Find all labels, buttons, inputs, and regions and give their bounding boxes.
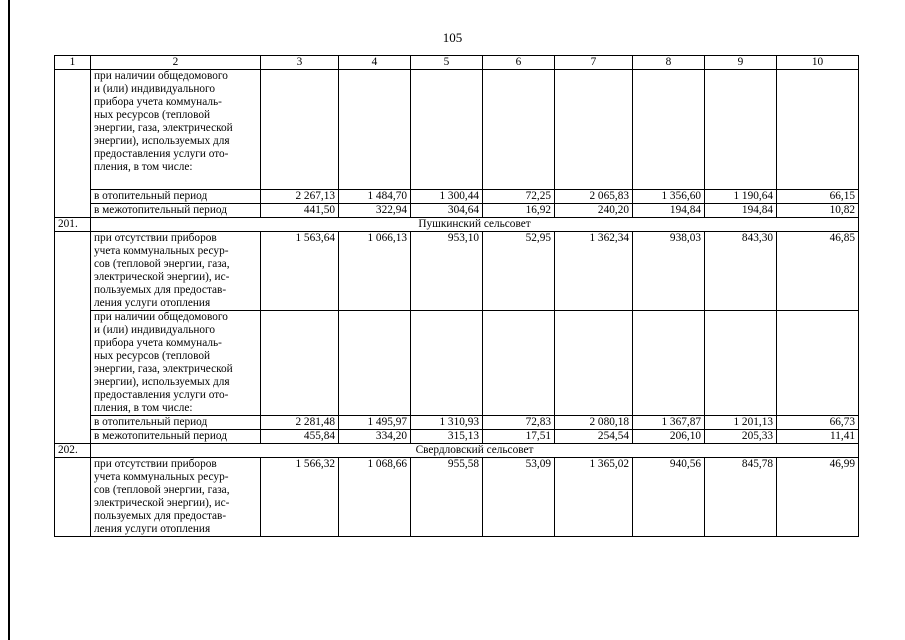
value-cell: 845,78 [705, 458, 777, 537]
value-cell: 206,10 [633, 430, 705, 444]
table-row [55, 204, 859, 218]
header-cell: 4 [339, 56, 411, 70]
value-cell: 205,33 [705, 430, 777, 444]
section-title: Свердловский сельсовет [91, 444, 859, 458]
table-row [55, 311, 859, 416]
header-cell: 9 [705, 56, 777, 70]
page-number: 105 [442, 30, 463, 45]
header-cell: 2 [91, 56, 261, 70]
value-cell: 938,03 [633, 232, 705, 311]
value-cell: 1 365,02 [555, 458, 633, 537]
value-cell: 304,64 [411, 204, 483, 218]
value-cell: 315,13 [411, 430, 483, 444]
header-cell: 10 [777, 56, 859, 70]
header-cell: 6 [483, 56, 555, 70]
description-line: предоставления услуги ото- [94, 148, 229, 160]
value-cell: 322,94 [339, 204, 411, 218]
description-line: пользуемых для предостав- [94, 510, 227, 522]
section-row [55, 444, 859, 458]
value-cell: 1 190,64 [705, 190, 777, 204]
description-line: ных ресурсов (тепловой [94, 109, 211, 121]
description-line: при отсутствии приборов [94, 232, 217, 244]
empty-cell [555, 311, 633, 416]
value-cell: 194,84 [705, 204, 777, 218]
value-cell: 1 300,44 [411, 190, 483, 204]
description-line: энергии), используемых для [94, 376, 230, 388]
value-cell: 66,15 [777, 190, 859, 204]
table-row [55, 232, 859, 311]
description-line: и (или) индивидуального [94, 83, 216, 95]
empty-cell [777, 70, 859, 190]
value-cell: 72,25 [483, 190, 555, 204]
section-index: 202. [55, 444, 91, 458]
empty-cell [633, 311, 705, 416]
section-index: 201. [55, 218, 91, 232]
header-cell: 7 [555, 56, 633, 70]
period-label: в отопительный период [91, 190, 261, 204]
period-label: в отопительный период [91, 416, 261, 430]
description-line: предоставления услуги ото- [94, 389, 229, 401]
value-cell: 240,20 [555, 204, 633, 218]
empty-cell [261, 311, 339, 416]
value-cell: 254,54 [555, 430, 633, 444]
value-cell: 455,84 [261, 430, 339, 444]
table-row [55, 190, 859, 204]
description-line: энергии), используемых для [94, 135, 230, 147]
value-cell: 2 080,18 [555, 416, 633, 430]
value-cell: 1 310,93 [411, 416, 483, 430]
header-cell: 8 [633, 56, 705, 70]
value-cell: 953,10 [411, 232, 483, 311]
period-label: в межотопительный период [91, 430, 261, 444]
value-cell: 10,82 [777, 204, 859, 218]
value-cell: 46,85 [777, 232, 859, 311]
description-line: ления услуги отопления [94, 523, 211, 535]
empty-cell [483, 311, 555, 416]
value-cell: 194,84 [633, 204, 705, 218]
description-line: энергии, газа, электрической [94, 363, 233, 375]
value-cell: 1 356,60 [633, 190, 705, 204]
description-line: электрической энергии), ис- [94, 271, 230, 283]
value-cell: 1 484,70 [339, 190, 411, 204]
value-cell: 1 566,32 [261, 458, 339, 537]
description-line: и (или) индивидуального [94, 324, 216, 336]
value-cell: 17,51 [483, 430, 555, 444]
description-line: электрической энергии), ис- [94, 497, 230, 509]
value-cell: 1 367,87 [633, 416, 705, 430]
section-row [55, 218, 859, 232]
tariff-table [54, 55, 859, 537]
description-line: ных ресурсов (тепловой [94, 350, 211, 362]
description-line: учета коммунальных ресур- [94, 471, 229, 483]
header-row [55, 56, 859, 70]
value-cell: 843,30 [705, 232, 777, 311]
description-line: пления, в том числе: [94, 161, 193, 173]
empty-cell [261, 70, 339, 190]
description-line: прибора учета коммуналь- [94, 96, 222, 108]
empty-cell [705, 70, 777, 190]
description-line: при наличии общедомового [94, 70, 228, 82]
empty-cell [411, 70, 483, 190]
header-cell: 5 [411, 56, 483, 70]
value-cell: 16,92 [483, 204, 555, 218]
description-line: энергии, газа, электрической [94, 122, 233, 134]
empty-cell [777, 311, 859, 416]
table-row [55, 430, 859, 444]
value-cell: 66,73 [777, 416, 859, 430]
description-line: учета коммунальных ресур- [94, 245, 229, 257]
index-cell [55, 458, 91, 537]
value-cell: 11,41 [777, 430, 859, 444]
value-cell: 52,95 [483, 232, 555, 311]
description-cell [91, 311, 261, 416]
empty-cell [633, 70, 705, 190]
index-cell [55, 232, 91, 444]
value-cell: 955,58 [411, 458, 483, 537]
index-cell [55, 70, 91, 218]
value-cell: 940,56 [633, 458, 705, 537]
description-line: ления услуги отопления [94, 297, 211, 309]
description-line: при наличии общедомового [94, 311, 228, 323]
description-cell [91, 458, 261, 537]
period-label: в межотопительный период [91, 204, 261, 218]
description-line: сов (тепловой энергии, газа, [94, 258, 230, 270]
value-cell: 441,50 [261, 204, 339, 218]
value-cell: 1 066,13 [339, 232, 411, 311]
value-cell: 1 201,13 [705, 416, 777, 430]
value-cell: 1 068,66 [339, 458, 411, 537]
description-cell [91, 70, 261, 190]
table-row [55, 416, 859, 430]
empty-cell [339, 70, 411, 190]
value-cell: 1 495,97 [339, 416, 411, 430]
header-cell: 3 [261, 56, 339, 70]
header-cell: 1 [55, 56, 91, 70]
description-line: прибора учета коммуналь- [94, 337, 222, 349]
description-line: сов (тепловой энергии, газа, [94, 484, 230, 496]
description-line: пользуемых для предостав- [94, 284, 227, 296]
description-line: пления, в том числе: [94, 402, 193, 414]
empty-cell [339, 311, 411, 416]
page-edge-line [8, 0, 10, 640]
value-cell: 2 281,48 [261, 416, 339, 430]
empty-cell [411, 311, 483, 416]
value-cell: 72,83 [483, 416, 555, 430]
empty-cell [483, 70, 555, 190]
description-cell [91, 232, 261, 311]
value-cell: 1 362,34 [555, 232, 633, 311]
value-cell: 53,09 [483, 458, 555, 537]
value-cell: 334,20 [339, 430, 411, 444]
table-row [55, 458, 859, 537]
empty-cell [705, 311, 777, 416]
section-title: Пушкинский сельсовет [91, 218, 859, 232]
table-row [55, 70, 859, 190]
description-line: при отсутствии приборов [94, 458, 217, 470]
empty-cell [555, 70, 633, 190]
value-cell: 46,99 [777, 458, 859, 537]
value-cell: 1 563,64 [261, 232, 339, 311]
value-cell: 2 065,83 [555, 190, 633, 204]
value-cell: 2 267,13 [261, 190, 339, 204]
